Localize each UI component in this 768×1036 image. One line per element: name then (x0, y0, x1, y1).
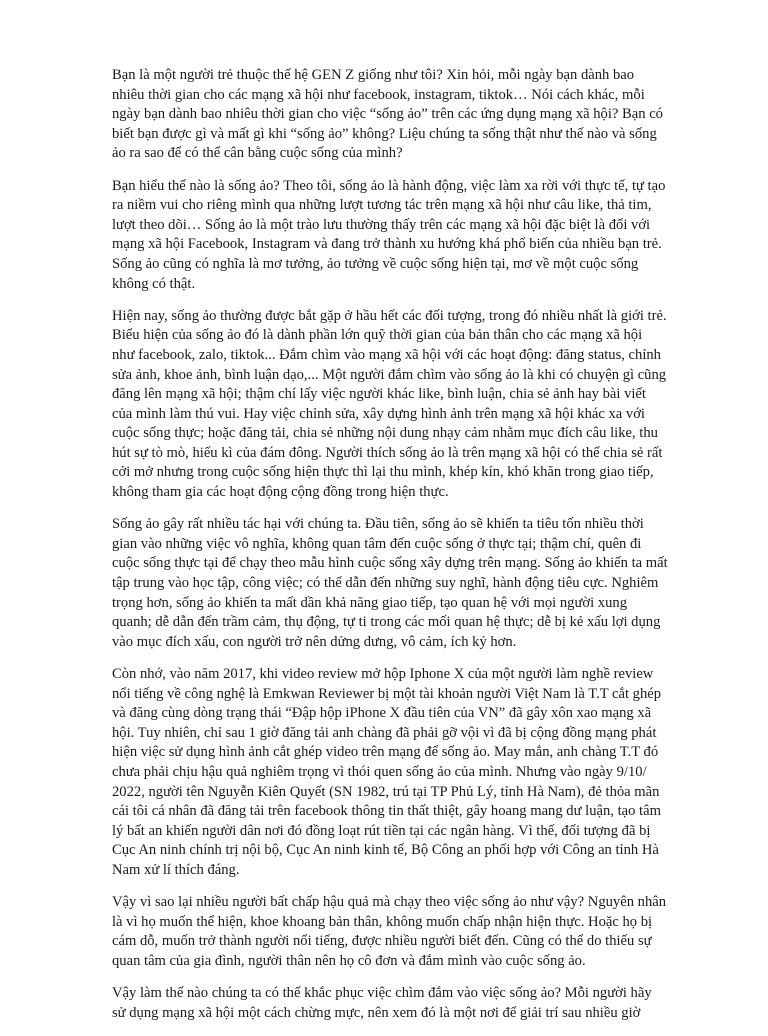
paragraph-intro: Bạn là một người trẻ thuộc thế hệ GEN Z giống như tôi? Xin hỏi, mỗi ngày bạn dành bao nhiêu thời gian cho các mạng xã hội như facebook, instagram, tiktok… Nói cách khác, mỗi ngày bạn dành bao nhiêu thời gian cho việc “sống ảo” trên các ứng dụng mạng xã hội? Bạn có biết bạn được gì và mất gì khi “sống ảo” không? Liệu chúng ta sống thật như thế nào và sống ảo ra sao để có thể cân bằng cuộc sống của mình? (112, 67, 663, 162)
document-page (112, 66, 668, 1036)
paragraph-causes: Vậy vì sao lại nhiều người bất chấp hậu quả mà chạy theo việc sống ảo như vậy? Nguyên nhân là vì họ muốn thể hiện, khoe khoang bản thân, không muốn chấp nhận hiện thực. Hoặc họ bị cám dỗ, muốn trở thành người nổi tiếng, được nhiều người biết đến. Cũng có thể do thiếu sự quan tâm của gia đình, người thân nên họ cô đơn và đắm mình vào cuộc sống ảo. (112, 894, 667, 969)
paragraph-manifestation: Hiện nay, sống ảo thường được bắt gặp ở hầu hết các đối tượng, trong đó nhiều nhất là giới trẻ. Biểu hiện của sống ảo đó là dành phần lớn quỹ thời gian của bản thân cho các mạng xã hội như facebook, zalo, tiktok... Đắm chìm vào mạng xã hội với các hoạt động: đăng status, chỉnh sửa ảnh, khoe ảnh, bình luận dạo,... Một người đắm chìm vào sống ảo là khi có chuyện gì cũng đăng lên mạng xã hội; thậm chí lấy việc người khác like, bình luận, chia sẻ ảnh hay bài viết của mình làm thú vui. Hay việc chỉnh sửa, xây dựng hình ảnh trên mạng xã hội khác xa với cuộc sống thực; hoặc đăng tải, chia sẻ những nội dung nhạy cảm nhằm mục đích câu like, thu hút sự tò mò, hiếu kì của đám đông. Người thích sống ảo là trên mạng xã hội có thể chia sẻ rất cởi mở nhưng trong cuộc sống hiện thực thì lại thu mình, khép kín, khó khăn trong giao tiếp, không tham gia các hoạt động cộng đồng trong hiện thực. (112, 307, 667, 501)
paragraph-solutions: Vậy làm thế nào chúng ta có thể khắc phục việc chìm đắm vào việc sống ảo? Mỗi người hãy sử dụng mạng xã hội một cách chừng mực, nên xem đó là một nơi để giải trí sau nhiều giờ (112, 985, 652, 1021)
paragraph-harms: Sống ảo gây rất nhiều tác hại với chúng ta. Đầu tiên, sống ảo sẽ khiến ta tiêu tốn nhiều thời gian vào những việc vô nghĩa, không quan tâm đến cuộc sống ở thực tại; thậm chí, quên đi cuộc sống thực tại để chạy theo mẫu hình cuộc sống xây dựng trên mạng. Sống ảo khiến ta mất tập trung vào học tập, công việc; có thể dẫn đến những suy nghĩ, hành động tiêu cực. Nghiêm trọng hơn, sống ảo khiến ta mất dần khả năng giao tiếp, tạo quan hệ với mọi người xung quanh; dễ dẫn đến trầm cảm, thụ động, tự ti trong các mối quan hệ thực; dễ bị kẻ xấu lợi dụng vào mục đích xấu, con người trở nên dửng dưng, vô cảm, ích kỷ hơn. (112, 516, 668, 650)
paragraph-definition: Bạn hiểu thế nào là sống ảo? Theo tôi, sống ảo là hành động, việc làm xa rời với thực tế, tự tạo ra niềm vui cho riêng mình qua những lượt tương tác trên mạng xã hội như câu like, thả tim, lượt theo dõi… Sống ảo là một trào lưu thường thấy trên các mạng xã hội đặc biệt là đối với mạng xã hội Facebook, Instagram và đang trở thành xu hướng khá phổ biến của nhiều bạn trẻ. Sống ảo cũng có nghĩa là mơ tưởng, ảo tưởng về cuộc sống hiện tại, mơ về một cuộc sống không có thật. (112, 177, 666, 292)
paragraph-examples: Còn nhớ, vào năm 2017, khi video review mở hộp Iphone X của một người làm nghề review nổi tiếng về công nghệ là Emkwan Reviewer bị một tài khoản người Việt Nam là T.T cắt ghép và đăng cùng dòng trạng thái “Đập hộp iPhone X đầu tiên của VN” đã gây xôn xao mạng xã hội. Tuy nhiên, chỉ sau 1 giờ đăng tải anh chàng đã phải gỡ vội vì đã bị cộng đồng mạng phát hiện việc sử dụng hình ảnh cắt ghép video trên mạng để sống ảo. May mắn, anh chàng T.T đó chưa phải chịu hậu quả nghiêm trọng vì thói quen sống ảo của mình. Nhưng vào ngày 9/10/ 2022, người tên Nguyễn Kiên Quyết (SN 1982, trú tại TP Phủ Lý, tỉnh Hà Nam), đẻ thỏa mãn cái tôi cá nhân đã đăng tải trên facebook thông tin thất thiệt, gây hoang mang dư luận, tạo tâm lý bất an khiến người dân nơi đó đồng loạt rút tiền tại các ngân hàng. Vì thế, đối tượng đã bị Cục An ninh chính trị nội bộ, Cục An ninh kinh tế, Bộ Công an phối hợp với Công an tỉnh Hà Nam xử lí thích đáng. (112, 666, 662, 878)
